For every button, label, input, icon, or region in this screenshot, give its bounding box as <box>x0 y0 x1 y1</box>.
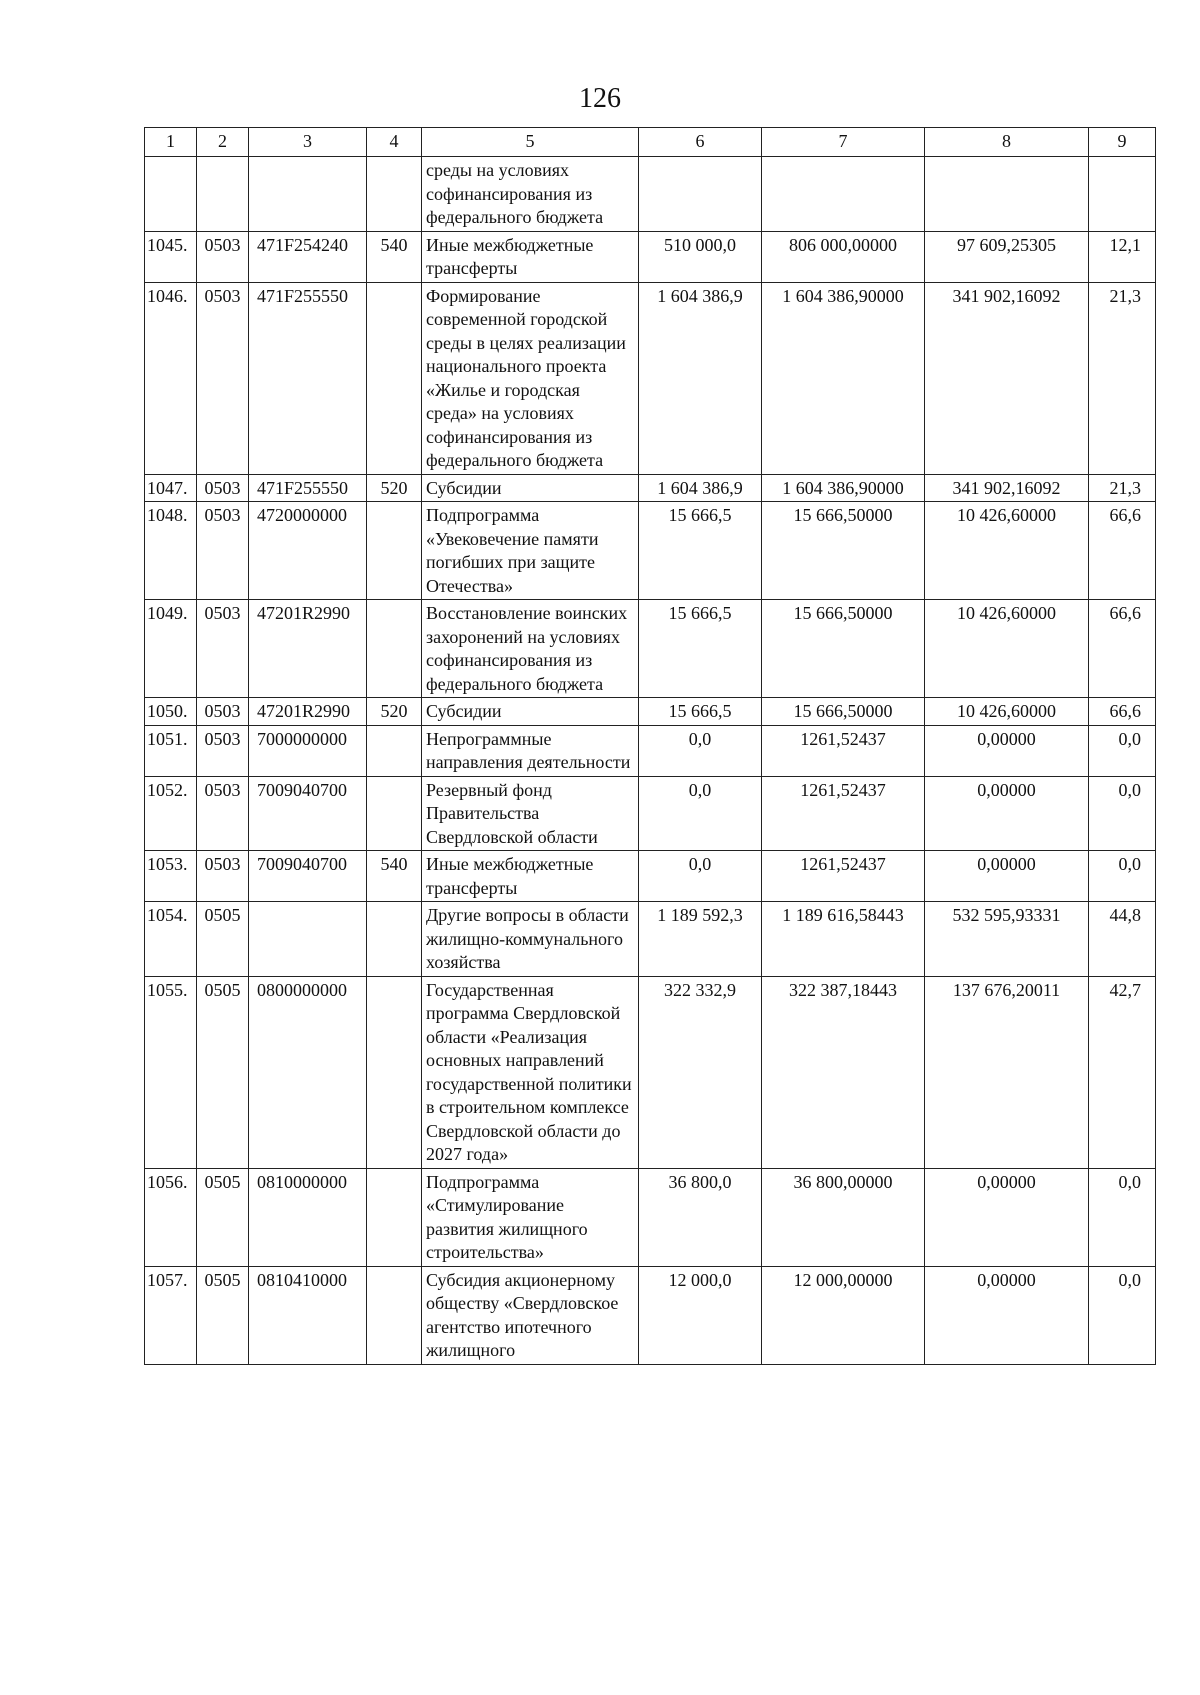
executed-amount-cell: 0,00000 <box>925 725 1089 776</box>
section-code-cell: 0503 <box>197 698 249 726</box>
execution-percent-cell: 66,6 <box>1089 600 1156 698</box>
table-row <box>145 502 1156 600</box>
executed-amount-cell: 97 609,25305 <box>925 231 1089 282</box>
execution-percent-cell: 21,3 <box>1089 474 1156 502</box>
execution-percent-cell: 42,7 <box>1089 976 1156 1168</box>
row-number-cell: 1055. <box>145 976 197 1168</box>
section-code-cell: 0503 <box>197 776 249 851</box>
execution-percent-cell: 0,0 <box>1089 851 1156 902</box>
item-name-cell: Субсидии <box>422 698 639 726</box>
executed-amount-cell: 10 426,60000 <box>925 698 1089 726</box>
budget-amount-cell: 1 189 616,58443 <box>762 902 925 977</box>
item-name-cell: Субсидия акционерному обществу «Свердловское агентство ипотечного жилищного <box>422 1266 639 1364</box>
item-name-cell: Непрограммные направления деятельности <box>422 725 639 776</box>
section-code-cell: 0503 <box>197 851 249 902</box>
table-row <box>145 698 1156 726</box>
target-code-cell: 47201R2990 <box>249 600 367 698</box>
execution-percent-cell: 66,6 <box>1089 698 1156 726</box>
target-code-cell: 47201R2990 <box>249 698 367 726</box>
table-row <box>145 725 1156 776</box>
table-row <box>145 157 1156 232</box>
table-row <box>145 976 1156 1168</box>
approved-amount-cell: 1 604 386,9 <box>639 474 762 502</box>
header-cell: 8 <box>925 128 1089 157</box>
execution-percent-cell: 44,8 <box>1089 902 1156 977</box>
approved-amount-cell: 12 000,0 <box>639 1266 762 1364</box>
target-code-cell: 0810410000 <box>249 1266 367 1364</box>
section-code-cell: 0505 <box>197 902 249 977</box>
target-code-cell: 4720000000 <box>249 502 367 600</box>
item-name-cell: Формирование современной городской среды в целях реализации национального проекта «Жилье и городская среда» на условиях софинансирования из федерального бюджета <box>422 282 639 474</box>
executed-amount-cell <box>925 157 1089 232</box>
budget-amount-cell: 1261,52437 <box>762 851 925 902</box>
expense-type-cell <box>367 776 422 851</box>
budget-amount-cell: 806 000,00000 <box>762 231 925 282</box>
expense-type-cell <box>367 1168 422 1266</box>
approved-amount-cell: 510 000,0 <box>639 231 762 282</box>
section-code-cell <box>197 157 249 232</box>
budget-amount-cell <box>762 157 925 232</box>
executed-amount-cell: 341 902,16092 <box>925 282 1089 474</box>
executed-amount-cell: 0,00000 <box>925 776 1089 851</box>
approved-amount-cell: 0,0 <box>639 776 762 851</box>
approved-amount-cell: 36 800,0 <box>639 1168 762 1266</box>
budget-amount-cell: 12 000,00000 <box>762 1266 925 1364</box>
executed-amount-cell: 532 595,93331 <box>925 902 1089 977</box>
table-row <box>145 474 1156 502</box>
row-number-cell: 1053. <box>145 851 197 902</box>
row-number-cell: 1054. <box>145 902 197 977</box>
section-code-cell: 0503 <box>197 474 249 502</box>
table-row <box>145 1266 1156 1364</box>
section-code-cell: 0503 <box>197 725 249 776</box>
approved-amount-cell <box>639 157 762 232</box>
approved-amount-cell: 1 604 386,9 <box>639 282 762 474</box>
execution-percent-cell: 0,0 <box>1089 1266 1156 1364</box>
expense-type-cell <box>367 282 422 474</box>
target-code-cell: 7009040700 <box>249 776 367 851</box>
row-number-cell: 1056. <box>145 1168 197 1266</box>
expense-type-cell <box>367 902 422 977</box>
header-cell: 1 <box>145 128 197 157</box>
section-code-cell: 0505 <box>197 1266 249 1364</box>
table-row <box>145 776 1156 851</box>
budget-amount-cell: 322 387,18443 <box>762 976 925 1168</box>
row-number-cell: 1048. <box>145 502 197 600</box>
expense-type-cell <box>367 600 422 698</box>
target-code-cell: 471F254240 <box>249 231 367 282</box>
section-code-cell: 0503 <box>197 282 249 474</box>
executed-amount-cell: 341 902,16092 <box>925 474 1089 502</box>
expense-type-cell <box>367 1266 422 1364</box>
target-code-cell <box>249 902 367 977</box>
row-number-cell: 1045. <box>145 231 197 282</box>
header-cell: 6 <box>639 128 762 157</box>
approved-amount-cell: 0,0 <box>639 725 762 776</box>
item-name-cell: Государственная программа Свердловской области «Реализация основных направлений государственной политики в строительном комплексе Свердловской области до 2027 года» <box>422 976 639 1168</box>
executed-amount-cell: 137 676,20011 <box>925 976 1089 1168</box>
item-name-cell: Резервный фонд Правительства Свердловской области <box>422 776 639 851</box>
target-code-cell: 0800000000 <box>249 976 367 1168</box>
item-name-cell: Иные межбюджетные трансферты <box>422 231 639 282</box>
expense-type-cell: 520 <box>367 698 422 726</box>
budget-amount-cell: 36 800,00000 <box>762 1168 925 1266</box>
table-row <box>145 282 1156 474</box>
item-name-cell: Восстановление воинских захоронений на условиях софинансирования из федерального бюджета <box>422 600 639 698</box>
section-code-cell: 0505 <box>197 1168 249 1266</box>
execution-percent-cell: 66,6 <box>1089 502 1156 600</box>
table-row <box>145 600 1156 698</box>
budget-amount-cell: 1261,52437 <box>762 776 925 851</box>
target-code-cell <box>249 157 367 232</box>
row-number-cell <box>145 157 197 232</box>
approved-amount-cell: 15 666,5 <box>639 600 762 698</box>
budget-amount-cell: 15 666,50000 <box>762 698 925 726</box>
execution-percent-cell: 0,0 <box>1089 1168 1156 1266</box>
header-cell: 4 <box>367 128 422 157</box>
budget-amount-cell: 1261,52437 <box>762 725 925 776</box>
row-number-cell: 1050. <box>145 698 197 726</box>
section-code-cell: 0503 <box>197 231 249 282</box>
approved-amount-cell: 15 666,5 <box>639 502 762 600</box>
target-code-cell: 471F255550 <box>249 474 367 502</box>
approved-amount-cell: 15 666,5 <box>639 698 762 726</box>
page-number: 126 <box>579 83 621 114</box>
row-number-cell: 1046. <box>145 282 197 474</box>
table-row <box>145 1168 1156 1266</box>
item-name-cell: Другие вопросы в области жилищно-коммунального хозяйства <box>422 902 639 977</box>
expense-type-cell <box>367 157 422 232</box>
budget-amount-cell: 1 604 386,90000 <box>762 282 925 474</box>
target-code-cell: 471F255550 <box>249 282 367 474</box>
row-number-cell: 1049. <box>145 600 197 698</box>
executed-amount-cell: 10 426,60000 <box>925 502 1089 600</box>
execution-percent-cell <box>1089 157 1156 232</box>
header-cell: 2 <box>197 128 249 157</box>
target-code-cell: 7000000000 <box>249 725 367 776</box>
header-cell: 9 <box>1089 128 1156 157</box>
table-row <box>145 231 1156 282</box>
executed-amount-cell: 0,00000 <box>925 1266 1089 1364</box>
approved-amount-cell: 1 189 592,3 <box>639 902 762 977</box>
budget-table <box>144 127 1156 1365</box>
approved-amount-cell: 322 332,9 <box>639 976 762 1168</box>
row-number-cell: 1051. <box>145 725 197 776</box>
executed-amount-cell: 0,00000 <box>925 1168 1089 1266</box>
expense-type-cell: 520 <box>367 474 422 502</box>
target-code-cell: 7009040700 <box>249 851 367 902</box>
item-name-cell: среды на условиях софинансирования из федерального бюджета <box>422 157 639 232</box>
section-code-cell: 0503 <box>197 502 249 600</box>
item-name-cell: Подпрограмма «Увековечение памяти погибших при защите Отечества» <box>422 502 639 600</box>
executed-amount-cell: 10 426,60000 <box>925 600 1089 698</box>
table-row <box>145 902 1156 977</box>
approved-amount-cell: 0,0 <box>639 851 762 902</box>
table-header-row <box>145 128 1156 157</box>
execution-percent-cell: 12,1 <box>1089 231 1156 282</box>
table-row <box>145 851 1156 902</box>
item-name-cell: Субсидии <box>422 474 639 502</box>
section-code-cell: 0505 <box>197 976 249 1168</box>
execution-percent-cell: 0,0 <box>1089 776 1156 851</box>
row-number-cell: 1047. <box>145 474 197 502</box>
expense-type-cell <box>367 502 422 600</box>
execution-percent-cell: 0,0 <box>1089 725 1156 776</box>
section-code-cell: 0503 <box>197 600 249 698</box>
header-cell: 5 <box>422 128 639 157</box>
expense-type-cell: 540 <box>367 851 422 902</box>
budget-amount-cell: 1 604 386,90000 <box>762 474 925 502</box>
row-number-cell: 1057. <box>145 1266 197 1364</box>
budget-amount-cell: 15 666,50000 <box>762 600 925 698</box>
expense-type-cell <box>367 976 422 1168</box>
expense-type-cell: 540 <box>367 231 422 282</box>
header-cell: 7 <box>762 128 925 157</box>
expense-type-cell <box>367 725 422 776</box>
item-name-cell: Подпрограмма «Стимулирование развития жилищного строительства» <box>422 1168 639 1266</box>
item-name-cell: Иные межбюджетные трансферты <box>422 851 639 902</box>
header-cell: 3 <box>249 128 367 157</box>
target-code-cell: 0810000000 <box>249 1168 367 1266</box>
budget-amount-cell: 15 666,50000 <box>762 502 925 600</box>
executed-amount-cell: 0,00000 <box>925 851 1089 902</box>
execution-percent-cell: 21,3 <box>1089 282 1156 474</box>
row-number-cell: 1052. <box>145 776 197 851</box>
